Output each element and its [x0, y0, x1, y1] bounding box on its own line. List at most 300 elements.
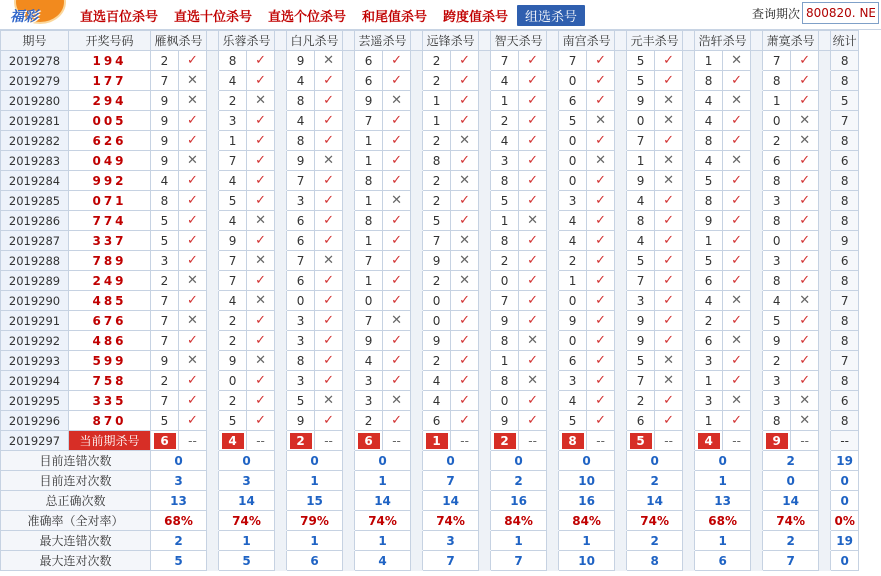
cross-icon: ✕: [799, 293, 811, 308]
stats-value: 1: [219, 531, 275, 551]
stats-value: 0: [627, 451, 683, 471]
col-gap: [547, 351, 559, 371]
kill-number: 9: [151, 351, 179, 371]
col-gap: [615, 531, 627, 551]
result-cell: [723, 211, 751, 231]
kill-number: 0: [559, 291, 587, 311]
kill-number: 4: [219, 211, 247, 231]
stats-value: 0: [151, 451, 207, 471]
col-gap: [479, 471, 491, 491]
result-cell: [315, 291, 343, 311]
result-cell: [247, 131, 275, 151]
table-header-row: [1, 31, 859, 51]
kill-number: 5: [151, 231, 179, 251]
col-gap: [819, 211, 831, 231]
stats-value: 6: [695, 551, 751, 571]
result-cell: [723, 131, 751, 151]
col-gap: [479, 391, 491, 411]
row-winning-numbers: 249: [69, 271, 151, 291]
stats-value: 79%: [287, 511, 343, 531]
col-gap: [547, 51, 559, 71]
result-cell: [587, 111, 615, 131]
stats-value: 3: [219, 471, 275, 491]
cross-icon: ✕: [187, 353, 198, 368]
col-gap: [751, 271, 763, 291]
nav-link-3[interactable]: 和尾值杀号: [362, 10, 428, 25]
result-cell: [791, 391, 819, 411]
col-gap: [615, 211, 627, 231]
kill-number: 1: [695, 231, 723, 251]
result-cell: [451, 171, 479, 191]
kill-number: 1: [695, 51, 723, 71]
result-cell: [179, 91, 207, 111]
col-gap: [275, 211, 287, 231]
stats-value: 1: [287, 531, 343, 551]
check-icon: ✓: [187, 53, 198, 68]
kill-number: 6: [355, 71, 383, 91]
current-kill-dash: --: [519, 431, 547, 451]
table-row: [1, 391, 859, 411]
kill-number: 3: [695, 391, 723, 411]
result-cell: [587, 411, 615, 431]
check-icon: ✓: [595, 413, 607, 428]
col-gap: [683, 371, 695, 391]
col-gap: [207, 551, 219, 571]
kill-number: 3: [287, 331, 315, 351]
result-cell: [587, 211, 615, 231]
stats-label: 目前连对次数: [1, 471, 151, 491]
col-gap: [683, 271, 695, 291]
current-period-row: [1, 431, 859, 451]
row-period: 2019295: [1, 391, 69, 411]
nav-link-4[interactable]: 跨度值杀号: [443, 10, 509, 25]
cross-icon: ✕: [255, 93, 266, 108]
row-period: 2019296: [1, 411, 69, 431]
kill-number: 8: [763, 271, 791, 291]
kill-number: 1: [491, 351, 519, 371]
col-gap: [479, 291, 491, 311]
row-period: 2019282: [1, 131, 69, 151]
check-icon: ✓: [391, 353, 402, 368]
result-cell: [587, 271, 615, 291]
kill-number: 3: [151, 251, 179, 271]
check-icon: ✓: [663, 413, 675, 428]
result-cell: [247, 151, 275, 171]
kill-number: 2: [423, 191, 451, 211]
col-gap: [275, 471, 287, 491]
col-gap: [479, 331, 491, 351]
result-cell: [655, 231, 683, 251]
result-cell: [383, 111, 411, 131]
col-header-expert-6[interactable]: 南宫杀号: [559, 31, 615, 51]
col-gap: [343, 431, 355, 451]
check-icon: ✓: [731, 213, 743, 228]
row-period: 2019279: [1, 71, 69, 91]
kill-number: 5: [627, 51, 655, 71]
check-icon: ✓: [255, 313, 266, 328]
check-icon: ✓: [187, 253, 198, 268]
stats-value: 2: [627, 471, 683, 491]
stats-row: [1, 451, 859, 471]
current-kill-dash: --: [383, 431, 411, 451]
col-gap: [751, 451, 763, 471]
col-gap: [479, 31, 491, 51]
result-cell: [179, 151, 207, 171]
result-cell: [315, 191, 343, 211]
stats-value: 0: [695, 451, 751, 471]
current-kill-dash: --: [179, 431, 207, 451]
check-icon: ✓: [187, 133, 198, 148]
check-icon: ✓: [323, 233, 334, 248]
result-cell: [519, 351, 547, 371]
col-gap: [411, 351, 423, 371]
kill-number: 2: [695, 311, 723, 331]
result-cell: [179, 231, 207, 251]
check-icon: ✓: [595, 173, 607, 188]
stats-value: 3: [151, 471, 207, 491]
kill-number: 7: [355, 111, 383, 131]
result-cell: [247, 271, 275, 291]
col-header-expert-9[interactable]: 萧寞杀号: [763, 31, 819, 51]
check-icon: ✓: [731, 113, 743, 128]
result-cell: [519, 251, 547, 271]
col-gap: [411, 131, 423, 151]
nav-link-1[interactable]: 直选十位杀号: [174, 10, 253, 25]
result-cell: [519, 111, 547, 131]
row-period: 2019281: [1, 111, 69, 131]
col-gap: [819, 271, 831, 291]
col-header-expert-3[interactable]: 芸遥杀号: [355, 31, 411, 51]
kill-number: 0: [559, 131, 587, 151]
col-gap: [479, 51, 491, 71]
col-gap: [411, 411, 423, 431]
stats-value: 1: [695, 471, 751, 491]
row-stat-count: 8: [831, 271, 859, 291]
stats-total: 0: [831, 471, 859, 491]
result-cell: [587, 71, 615, 91]
kill-number: 9: [627, 171, 655, 191]
result-cell: [791, 171, 819, 191]
col-gap: [547, 331, 559, 351]
stats-value: 74%: [627, 511, 683, 531]
kill-number: 7: [287, 251, 315, 271]
col-gap: [411, 451, 423, 471]
col-header-expert-1[interactable]: 乐蓉杀号: [219, 31, 275, 51]
col-gap: [751, 491, 763, 511]
col-gap: [479, 271, 491, 291]
kill-number: 6: [287, 211, 315, 231]
col-header-stat: 统计: [831, 31, 859, 51]
result-cell: [383, 211, 411, 231]
col-gap: [683, 531, 695, 551]
col-gap: [275, 371, 287, 391]
check-icon: ✓: [459, 293, 471, 308]
kill-number: 3: [355, 371, 383, 391]
col-gap: [275, 251, 287, 271]
kill-number: 1: [423, 91, 451, 111]
nav-link-2[interactable]: 直选个位杀号: [268, 10, 347, 25]
result-cell: [383, 91, 411, 111]
col-header-expert-5[interactable]: 智天杀号: [491, 31, 547, 51]
kill-number: 0: [627, 111, 655, 131]
result-cell: [723, 191, 751, 211]
result-cell: [315, 131, 343, 151]
col-gap: [683, 551, 695, 571]
kill-number: 2: [423, 271, 451, 291]
result-cell: [315, 211, 343, 231]
col-header-expert-4[interactable]: 远锋杀号: [423, 31, 479, 51]
check-icon: ✓: [527, 73, 539, 88]
col-gap: [819, 451, 831, 471]
check-icon: ✓: [255, 173, 266, 188]
result-cell: [179, 351, 207, 371]
kill-number: 4: [219, 291, 247, 311]
col-gap: [343, 151, 355, 171]
col-gap: [683, 451, 695, 471]
kill-number: 0: [559, 151, 587, 171]
result-cell: [315, 71, 343, 91]
check-icon: ✓: [459, 413, 471, 428]
col-gap: [751, 331, 763, 351]
kill-number: 0: [423, 311, 451, 331]
col-gap: [547, 251, 559, 271]
cross-icon: ✕: [731, 153, 743, 168]
col-gap: [207, 291, 219, 311]
col-gap: [547, 151, 559, 171]
kill-number: 4: [287, 111, 315, 131]
col-gap: [479, 211, 491, 231]
check-icon: ✓: [187, 173, 198, 188]
col-gap: [547, 131, 559, 151]
col-gap: [411, 391, 423, 411]
result-cell: [247, 171, 275, 191]
check-icon: ✓: [255, 233, 266, 248]
kill-number: 9: [219, 351, 247, 371]
col-gap: [819, 431, 831, 451]
row-winning-numbers: 337: [69, 231, 151, 251]
result-cell: [315, 151, 343, 171]
stats-row: [1, 471, 859, 491]
result-cell: [247, 311, 275, 331]
result-cell: [519, 71, 547, 91]
query-period-input[interactable]: [802, 2, 879, 24]
result-cell: [179, 111, 207, 131]
kill-number: 5: [627, 351, 655, 371]
col-header-expert-7[interactable]: 元丰杀号: [627, 31, 683, 51]
col-header-expert-8[interactable]: 浩轩杀号: [695, 31, 751, 51]
col-gap: [411, 31, 423, 51]
top-nav-bar: [0, 0, 881, 30]
check-icon: ✓: [731, 373, 743, 388]
check-icon: ✓: [595, 213, 607, 228]
col-gap: [411, 531, 423, 551]
cross-icon: ✕: [187, 93, 198, 108]
result-cell: [587, 291, 615, 311]
col-header-expert-2[interactable]: 白凡杀号: [287, 31, 343, 51]
stats-value: 74%: [423, 511, 479, 531]
stats-label: 最大连对次数: [1, 551, 151, 571]
stats-value: 14: [763, 491, 819, 511]
check-icon: ✓: [595, 53, 607, 68]
check-icon: ✓: [663, 253, 675, 268]
check-icon: ✓: [731, 233, 743, 248]
result-cell: [791, 251, 819, 271]
cross-icon: ✕: [799, 413, 811, 428]
result-cell: [315, 391, 343, 411]
col-gap: [615, 131, 627, 151]
table-body: [1, 51, 859, 571]
stats-value: 0: [287, 451, 343, 471]
table-row: [1, 291, 859, 311]
result-cell: [655, 251, 683, 271]
col-gap: [275, 451, 287, 471]
check-icon: ✓: [459, 53, 471, 68]
col-gap: [615, 191, 627, 211]
kill-number: 8: [491, 331, 519, 351]
check-icon: ✓: [595, 233, 607, 248]
col-gap: [275, 151, 287, 171]
query-period-label: 查询期次: [752, 7, 801, 21]
kill-number: 8: [287, 351, 315, 371]
result-cell: [655, 131, 683, 151]
kill-number: 9: [151, 131, 179, 151]
col-gap: [411, 291, 423, 311]
kill-number: 8: [763, 211, 791, 231]
result-cell: [519, 211, 547, 231]
current-kill-cell: [219, 431, 247, 451]
col-gap: [207, 531, 219, 551]
stats-total: 19: [831, 531, 859, 551]
check-icon: ✓: [595, 393, 607, 408]
kill-number: 3: [287, 311, 315, 331]
kill-number: 0: [763, 231, 791, 251]
stats-value: 7: [491, 551, 547, 571]
col-gap: [275, 51, 287, 71]
row-period: 2019287: [1, 231, 69, 251]
kill-number: 9: [355, 91, 383, 111]
check-icon: ✓: [255, 113, 266, 128]
kill-number: 8: [763, 171, 791, 191]
col-gap: [275, 71, 287, 91]
stats-label: 目前连错次数: [1, 451, 151, 471]
result-cell: [383, 131, 411, 151]
col-gap: [275, 91, 287, 111]
result-cell: [655, 311, 683, 331]
result-cell: [451, 411, 479, 431]
col-gap: [547, 211, 559, 231]
kill-number: 6: [559, 91, 587, 111]
kill-number: 1: [559, 271, 587, 291]
row-stat-count: 8: [831, 411, 859, 431]
col-gap: [275, 331, 287, 351]
row-period: 2019284: [1, 171, 69, 191]
col-gap: [275, 291, 287, 311]
col-gap: [343, 231, 355, 251]
check-icon: ✓: [255, 373, 266, 388]
site-logo[interactable]: [0, 0, 72, 28]
result-cell: [179, 391, 207, 411]
table-row: [1, 191, 859, 211]
col-gap: [751, 171, 763, 191]
col-gap: [207, 351, 219, 371]
kill-number: 8: [763, 71, 791, 91]
col-gap: [819, 471, 831, 491]
col-gap: [207, 131, 219, 151]
col-gap: [615, 271, 627, 291]
col-header-numbers: 开奖号码: [69, 31, 151, 51]
stats-value: 3: [423, 531, 479, 551]
kill-number: 2: [423, 171, 451, 191]
nav-link-5[interactable]: 组选杀号: [517, 5, 585, 26]
col-gap: [819, 111, 831, 131]
col-gap: [343, 411, 355, 431]
result-cell: [451, 51, 479, 71]
row-period: 2019289: [1, 271, 69, 291]
col-gap: [411, 191, 423, 211]
cross-icon: ✕: [527, 333, 539, 348]
check-icon: ✓: [323, 273, 334, 288]
kill-number: 2: [423, 351, 451, 371]
kill-number: 7: [491, 51, 519, 71]
kill-number: 3: [287, 371, 315, 391]
check-icon: ✓: [459, 153, 471, 168]
check-icon: ✓: [187, 193, 198, 208]
kill-number: 1: [355, 191, 383, 211]
col-gap: [819, 251, 831, 271]
result-cell: [383, 411, 411, 431]
kill-number: 7: [151, 311, 179, 331]
col-gap: [479, 171, 491, 191]
kill-number: 6: [423, 411, 451, 431]
check-icon: ✓: [187, 333, 198, 348]
cross-icon: ✕: [731, 293, 743, 308]
col-gap: [275, 231, 287, 251]
result-cell: [587, 251, 615, 271]
col-header-expert-0[interactable]: 雁枫杀号: [151, 31, 207, 51]
cross-icon: ✕: [459, 133, 471, 148]
row-stat-count: 7: [831, 291, 859, 311]
col-gap: [615, 471, 627, 491]
current-kill-number: 4: [222, 433, 244, 449]
result-cell: [247, 331, 275, 351]
col-gap: [207, 451, 219, 471]
kill-number: 4: [491, 71, 519, 91]
cross-icon: ✕: [187, 153, 198, 168]
cross-icon: ✕: [731, 93, 743, 108]
kill-number: 9: [151, 91, 179, 111]
kill-number: 9: [627, 331, 655, 351]
cross-icon: ✕: [391, 393, 402, 408]
check-icon: ✓: [799, 93, 811, 108]
col-gap: [751, 291, 763, 311]
kill-number: 3: [627, 291, 655, 311]
nav-link-0[interactable]: 直选百位杀号: [80, 10, 159, 25]
check-icon: ✓: [799, 253, 811, 268]
col-gap: [683, 231, 695, 251]
current-kill-number: 5: [630, 433, 652, 449]
col-gap: [275, 111, 287, 131]
row-stat-count: 6: [831, 391, 859, 411]
result-cell: [247, 111, 275, 131]
col-gap: [547, 391, 559, 411]
result-cell: [519, 291, 547, 311]
current-kill-cell: [559, 431, 587, 451]
cross-icon: ✕: [187, 273, 198, 288]
result-cell: [519, 331, 547, 351]
row-winning-numbers: 486: [69, 331, 151, 351]
col-gap: [547, 291, 559, 311]
cross-icon: ✕: [323, 153, 334, 168]
